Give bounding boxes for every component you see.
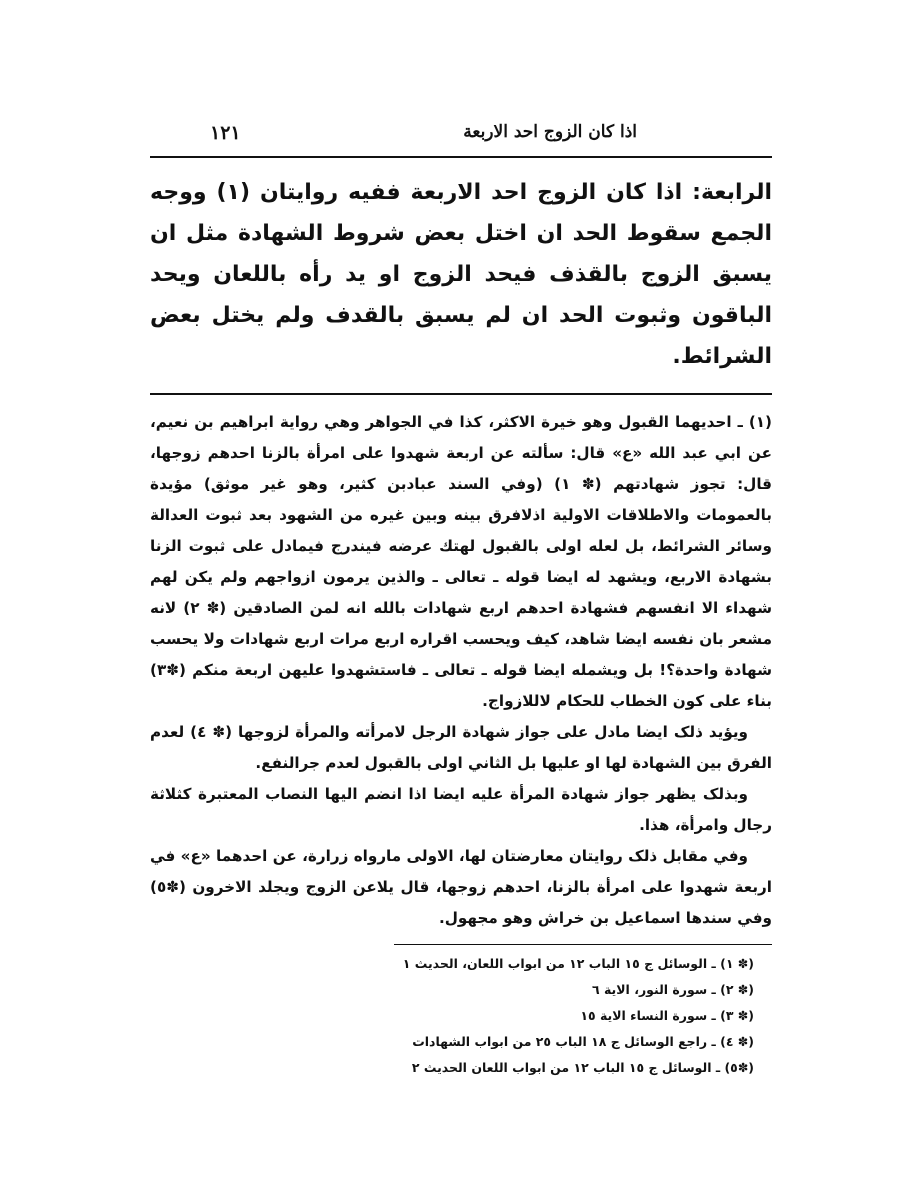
footnote-item: (✽ ٢) ـ سورة النور، الاية ٦: [591, 982, 754, 997]
footnote-item: (✽ ٤) ـ راجع الوسائل ج ١٨ الباب ٢٥ من ابواب الشهادات: [412, 1034, 754, 1049]
footnote-divider: [394, 944, 772, 945]
footnote-list: [150, 951, 772, 1081]
header-title: اذا كان الزوج احد الاربعة: [463, 122, 637, 142]
footnote-item: (✽ ٣) ـ سورة النساء الاية ١٥: [580, 1008, 754, 1023]
note-paragraph: وبذلک يظهر جواز شهادة المرأة عليه ايضا اذا انضم اليها النصاب المعتبرة كثلاثة رجال وامرأة، هذا.: [150, 785, 772, 834]
footnote-item: (✽ ١) ـ الوسائل ج ١٥ الباب ١٢ من ابواب اللعان، الحديث ١: [402, 956, 754, 971]
footnote-item: (✽٥) ـ الوسائل ج ١٥ الباب ١٢ من ابواب اللعان الحديث ٢: [411, 1060, 754, 1075]
main-text-block: [150, 172, 772, 377]
note-paragraph: ويؤيد ذلک ايضا مادل على جواز شهادة الرجل لامرأته والمرأة لزوجها (✽ ٤) لعدم الفرق بين الشهادة لها او عليها بل الثاني اولى بالقبول لعدم جرالنفع.: [150, 723, 772, 772]
main-paragraph: الرابعة: اذا كان الزوج احد الاربعة ففيه روايتان (١) ووجه الجمع سقوط الحد ان اختل بعض شروط الشهادة مثل ان يسبق الزوج بالقذف فيحد الزوج او يد رأه باللعان ويحد الباقون وثبوت الحد ان لم يسبق بالقدف ولم يختل بعض الشرائط.: [150, 180, 772, 369]
note-paragraph: (١) ـ احديهما القبول وهو خيرة الاكثر، كذا في الجواهر وهي رواية ابراهيم بن نعيم، عن ابي عبد الله «ع» قال: سألته عن اربعة شهدوا على امرأة بالزنا احدهم زوجها، قال: تجوز شهادتهم (✽ ١) (وفي السند عبادبن كثير، وهو غير موثق) مؤيدة بالعمومات والاطلاقات الاولية اذلافرق بينه وبين غيره من الشهود بعد ثبوت العدالة وسائر الشرائط، بل لعله اولى بالقبول لهتك عرضه فيندرج فيمادل على ثبوت الزنا بشهادة الاربع، ويشهد له ايضا قوله ـ تعالى ـ والذين يرمون ازواجهم ولم يكن لهم شهداء الا انفسهم فشهادة احدهم اربع شهادات بالله انه لمن الصادقين (✽ ٢) لانه مشعر بان نفسه ايضا شاهد، كيف ويحسب اقراره اربع مرات اربع شهادات ولا يحسب شهادة واحدة؟! بل ويشمله ايضا قوله ـ تعالى ـ فاستشهدوا عليهن اربعة منكم (✽٣) بناء على كون الخطاب للحكام لاللازواج.: [150, 413, 773, 710]
section-divider: [150, 393, 772, 395]
book-page: [150, 118, 772, 1081]
commentary-notes: [150, 407, 772, 934]
running-header: [150, 118, 772, 158]
page-number: ١٢١: [210, 122, 241, 144]
note-paragraph: وفي مقابل ذلک روايتان معارضتان لها، الاولى مارواه زرارة، عن احدهما «ع» في اربعة شهدوا على امرأة بالزنا، احدهم زوجها، قال يلاعن الزوج ويجلد الاخرون (✽٥) وفي سندها اسماعيل بن خراش وهو مجهول.: [150, 847, 772, 927]
